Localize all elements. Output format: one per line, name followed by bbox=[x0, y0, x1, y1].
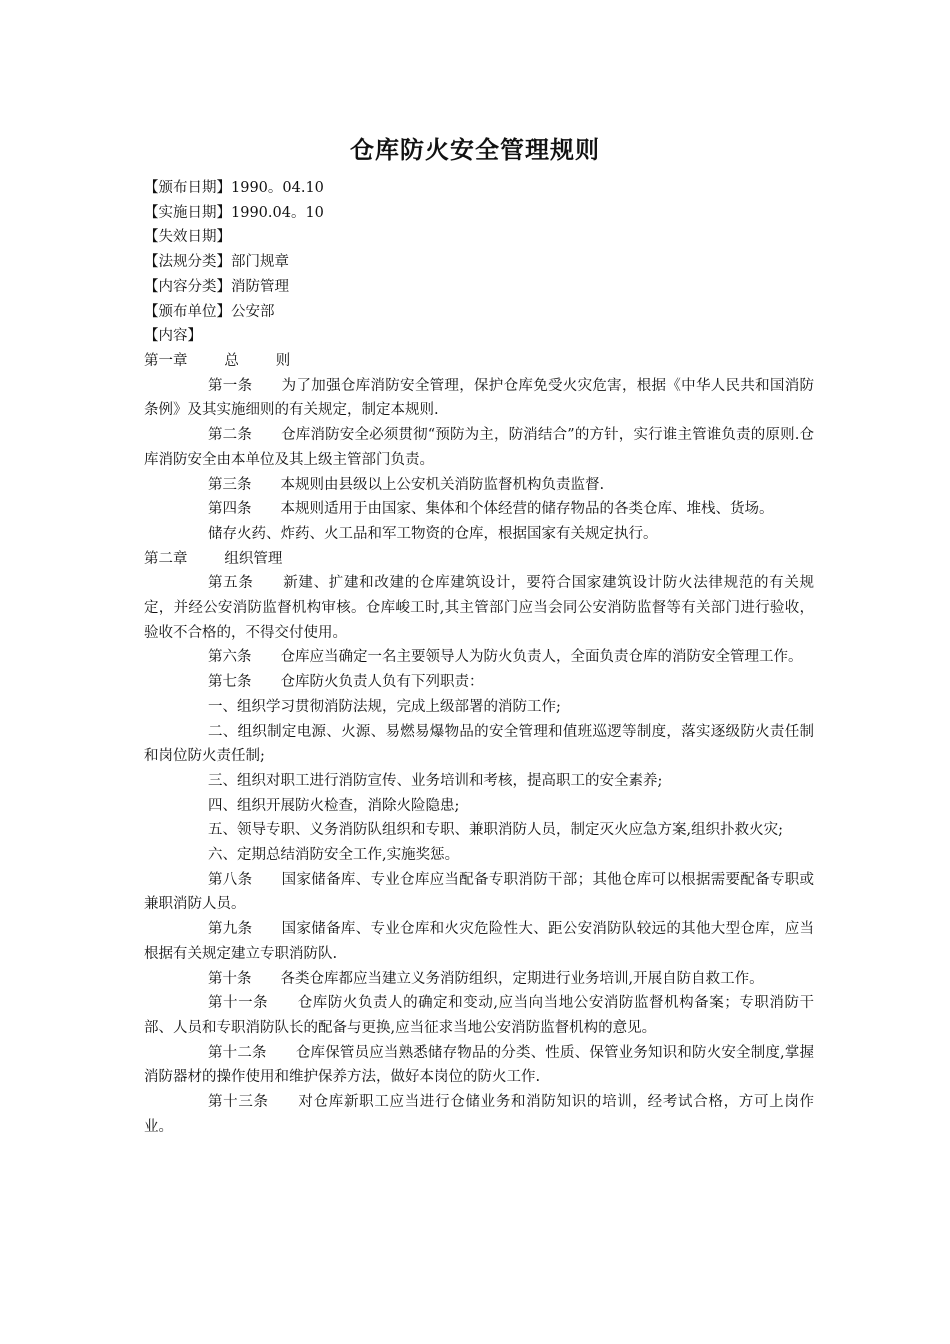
duty-item-1: 一、组织学习贯彻消防法规，完成上级部署的消防工作; bbox=[208, 698, 561, 715]
article-text: 本规则适用于由国家、集体和个体经营的储存物品的各类仓库、堆栈、货场。 bbox=[280, 501, 774, 518]
article-12 bbox=[144, 1041, 814, 1090]
law-category: 【法规分类】部门规章 bbox=[144, 254, 289, 271]
issuing-unit: 【颁布单位】公安部 bbox=[144, 303, 275, 320]
article-text: 本规则由县级以上公安机关消防监督机构负责监督. bbox=[280, 476, 605, 493]
article-text: 国家储备库、专业仓库和火灾危险性大、距公安消防队较远的其他大型仓库，应当根据有关规定建立专职消防队. bbox=[144, 921, 815, 962]
article-text: 仓库消防安全必须贯彻“预防为主，防消结合”的方针，实行谁主管谁负责的原则.仓库消防安全由本单位及其上级主管部门负责。 bbox=[144, 427, 814, 468]
article-2 bbox=[144, 423, 814, 472]
article-text: 对仓库新职工应当进行仓储业务和消防知识的培训，经考试合格，方可上岗作业。 bbox=[144, 1094, 815, 1135]
article-number: 第七条 bbox=[208, 674, 252, 691]
content-category: 【内容分类】消防管理 bbox=[144, 278, 289, 295]
article-number: 第十三条 bbox=[208, 1094, 269, 1111]
chapter-heading-1: 第一章 总 则 bbox=[144, 353, 291, 369]
article-13 bbox=[144, 1090, 814, 1139]
article-9 bbox=[144, 917, 814, 966]
article-text: 新建、扩建和改建的仓库建筑设计，要符合国家建筑设计防火法律规范的有关规定，并经公安消防监督机构审核。仓库峻工时,其主管部门应当会同公安消防监督等有关部门进行验收，验收不合格的，不得交付使用。 bbox=[144, 575, 815, 641]
article-text: 仓库防火负责人的确定和变动,应当向当地公安消防监督机构备案；专职消防干部、人员和专职消防队长的配备与更换,应当征求当地公安消防监督机构的意见。 bbox=[144, 995, 815, 1036]
metadata-block bbox=[144, 176, 814, 349]
article-4 bbox=[144, 497, 814, 522]
effective-date: 【实施日期】1990.04。10 bbox=[144, 204, 324, 221]
article-8 bbox=[144, 868, 814, 917]
duty-item-6: 六、定期总结消防安全工作,实施奖惩。 bbox=[208, 847, 460, 864]
article-3 bbox=[144, 473, 814, 498]
expiry-date: 【失效日期】 bbox=[144, 229, 231, 246]
document-title: 仓库防火安全管理规则 bbox=[350, 136, 600, 164]
article-11 bbox=[144, 991, 814, 1040]
duty-item-3: 三、组织对职工进行消防宣传、业务培训和考核，提高职工的安全素养; bbox=[208, 772, 663, 789]
duty-item-5: 五、领导专职、义务消防队组织和专职、兼职消防人员，制定灭火应急方案,组织扑救火灾; bbox=[208, 822, 783, 839]
duty-item-2: 二、组织制定电源、火源、易燃易爆物品的安全管理和值班巡逻等制度，落实逐级防火责任制和岗位防火责任制; bbox=[144, 723, 814, 765]
chapter-heading-2: 第二章 组织管理 bbox=[144, 550, 283, 567]
issue-date: 【颁布日期】1990。04.10 bbox=[144, 180, 324, 196]
article-number: 第八条 bbox=[208, 871, 253, 888]
article-10 bbox=[144, 967, 814, 992]
article-number: 第四条 bbox=[208, 501, 252, 518]
article-number: 第九条 bbox=[208, 921, 253, 938]
article-number: 第十一条 bbox=[208, 995, 269, 1012]
article-number: 第十二条 bbox=[208, 1044, 267, 1061]
article-number: 第二条 bbox=[208, 427, 252, 444]
article-6 bbox=[144, 645, 814, 670]
document-body bbox=[144, 349, 814, 1140]
article-1 bbox=[144, 374, 814, 423]
article-number: 第五条 bbox=[208, 575, 254, 592]
article-4-note: 储存火药、炸药、火工品和军工物资的仓库，根据国家有关规定执行。 bbox=[208, 525, 658, 542]
content-label: 【内容】 bbox=[144, 328, 202, 345]
article-text: 为了加强仓库消防安全管理，保护仓库免受火灾危害，根据《中华人民共和国消防条例》及其实施细则的有关规定，制定本规则. bbox=[144, 377, 815, 419]
article-number: 第十条 bbox=[208, 970, 252, 987]
article-text: 仓库应当确定一名主要领导人为防火负责人，全面负责仓库的消防安全管理工作。 bbox=[280, 649, 803, 666]
article-number: 第一条 bbox=[208, 377, 253, 394]
duty-item-4: 四、组织开展防火检查，消除火险隐患; bbox=[208, 797, 460, 814]
article-5 bbox=[144, 571, 814, 645]
article-text: 国家储备库、专业仓库应当配备专职消防干部；其他仓库可以根据需要配备专职或兼职消防人员。 bbox=[144, 871, 815, 913]
article-7 bbox=[144, 670, 814, 695]
article-text: 仓库防火负责人负有下列职责： bbox=[280, 674, 484, 691]
article-number: 第六条 bbox=[208, 649, 252, 666]
article-text: 各类仓库都应当建立义务消防组织，定期进行业务培训,开展自防自救工作。 bbox=[280, 970, 764, 987]
article-text: 仓库保管员应当熟悉储存物品的分类、性质、保管业务知识和防火安全制度,掌握消防器材的操作使用和维护保养方法，做好本岗位的防火工作. bbox=[144, 1044, 815, 1086]
article-number: 第三条 bbox=[208, 476, 252, 493]
